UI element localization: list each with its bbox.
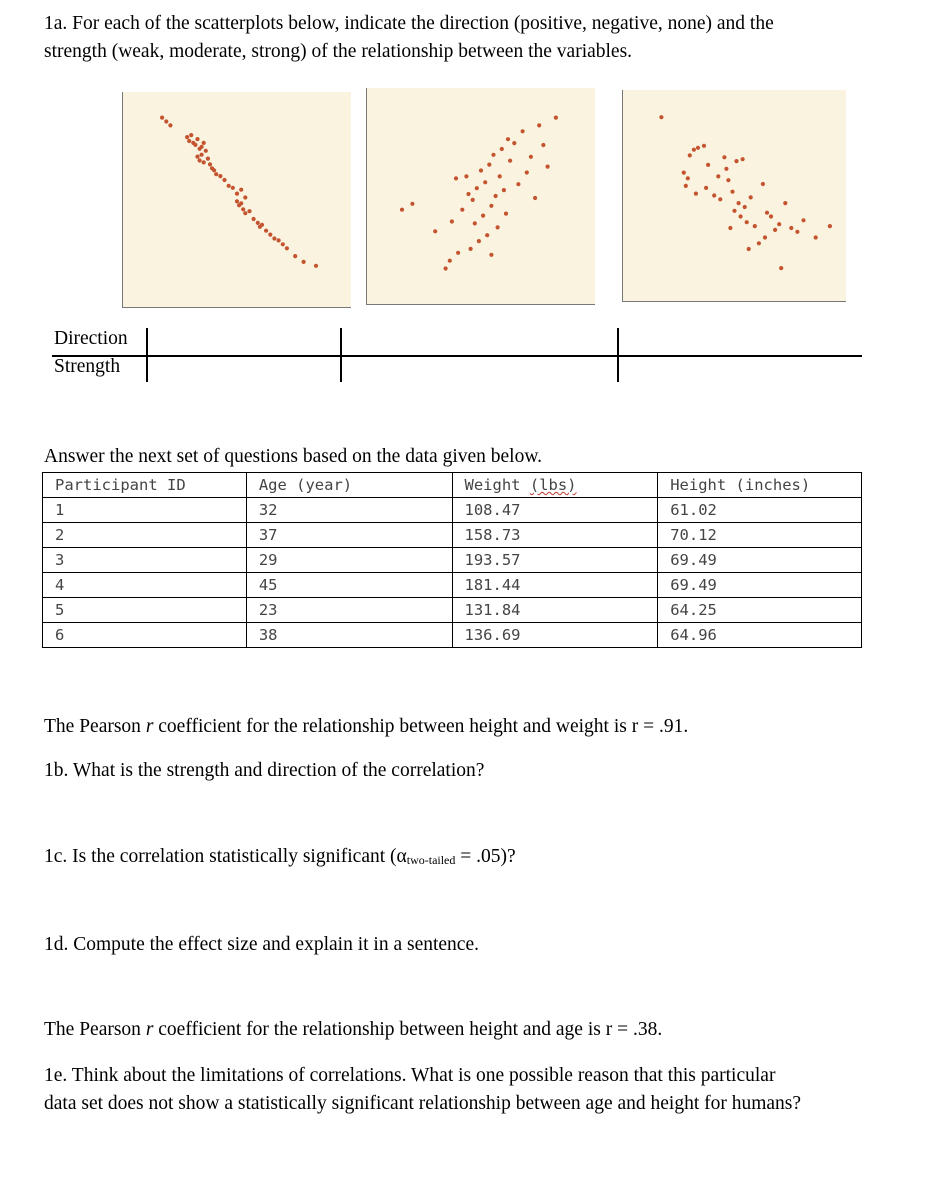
scatter-point [160,116,164,120]
scatter-point [281,242,285,246]
question-1a-line2: strength (weak, moderate, strong) of the relationship between the variables. [44,41,633,62]
scatter-point [541,143,545,147]
scatter-point [529,155,533,159]
scatter-point [252,217,256,221]
scatter-point [498,174,502,178]
scatter-point [502,188,506,192]
cell-participant-id: 3 [43,548,247,573]
question-1c-sub: two-tailed [406,853,456,867]
scatter-point [533,196,537,200]
question-1c-pre: 1c. Is the correlation statistically significant ( [44,846,397,867]
question-1e-line1: 1e. Think about the limitations of correlations. What is one possible reason that this particular [44,1065,776,1086]
scatter-point [285,246,289,250]
cell-age: 37 [246,523,452,548]
scatter-point [757,241,761,245]
header-weight-unit: (lbs) [529,476,577,494]
pearson-height-weight-post: coefficient for the relationship between height and weight is r = .91. [153,716,689,737]
scatter-point [500,147,504,151]
scatter-point [769,214,773,218]
scatter-point [444,266,448,270]
scatter-point [268,233,272,237]
cell-weight: 131.84 [452,598,658,623]
header-weight [452,473,658,498]
scatter-point [773,228,777,232]
scatter-point [483,180,487,184]
cell-height: 69.49 [658,548,862,573]
pearson-height-weight-r: r [145,716,154,737]
scatter-point [473,221,477,225]
scatter-point [200,153,204,157]
scatter-point [168,123,172,127]
scatter-point [753,224,757,228]
pearson-height-weight [44,713,688,741]
scatter-point [489,253,493,257]
scatterplot-3 [622,90,846,302]
scatter-point [198,158,202,162]
cell-participant-id: 5 [43,598,247,623]
scatter-point [795,230,799,234]
scatterplot-1-svg [123,92,351,307]
table-row [43,598,862,623]
scatter-point [828,224,832,228]
scatter-point [508,159,512,163]
scatter-point [239,201,243,205]
scatter-point [195,155,199,159]
table-row [43,623,862,648]
scatter-point [185,135,189,139]
question-1b: 1b. What is the strength and direction of the correlation? [44,760,485,781]
scatter-point [469,247,473,251]
scatter-point [659,115,663,119]
cell-age: 23 [246,598,452,623]
scatter-point [724,167,728,171]
cell-age: 29 [246,548,452,573]
scatter-point [682,171,686,175]
scatter-point [256,221,260,225]
scatter-point [702,144,706,148]
cell-age: 38 [246,623,452,648]
scatter-point [456,251,460,255]
question-1c [44,843,516,874]
question-1a-line1: 1a. For each of the scatterplots below, indicate the direction (positive, negative, none) and the [44,13,774,34]
scatter-point [763,235,767,239]
data-table [42,472,862,648]
cell-participant-id: 2 [43,523,247,548]
cell-height: 70.12 [658,523,862,548]
scatter-point [187,139,191,143]
scatter-point [749,195,753,199]
table-row [43,498,862,523]
cell-participant-id: 1 [43,498,247,523]
cell-height: 69.49 [658,573,862,598]
scatter-point [433,229,437,233]
scatter-point [694,192,698,196]
scatter-point [688,153,692,157]
scatter-point [801,218,805,222]
scatter-point [477,239,481,243]
answer-grid-col-line-1 [146,328,148,382]
question-1d: 1d. Compute the effect size and explain it in a sentence. [44,934,479,955]
cell-weight: 181.44 [452,573,658,598]
scatterplot-1 [122,92,351,308]
scatter-point [204,149,208,153]
cell-height: 64.25 [658,598,862,623]
header-height: Height (inches) [658,473,862,498]
scatterplot-2-svg [367,88,595,304]
scatter-point [814,235,818,239]
scatter-point [546,165,550,169]
answer-grid-col-line-3 [617,328,619,382]
scatter-point [732,209,736,213]
scatter-point [193,143,197,147]
scatter-point [200,145,204,149]
header-weight-text: Weight [464,476,530,494]
scatter-point [400,208,404,212]
scatter-point [471,198,475,202]
scatter-point [504,212,508,216]
scatter-point [212,168,216,172]
scatter-point [704,186,708,190]
scatter-point [272,236,276,240]
scatter-point [739,214,743,218]
scatter-point [521,129,525,133]
scatter-point [454,176,458,180]
scatter-point [684,184,688,188]
scatter-point [231,186,235,190]
scatter-point [734,159,738,163]
scatter-point [450,219,454,223]
scatter-point [718,197,722,201]
scatter-point [206,157,210,161]
scatter-point [783,201,787,205]
cell-height: 61.02 [658,498,862,523]
scatter-point [726,178,730,182]
scatter-point [761,182,765,186]
scatter-point [789,226,793,230]
scatter-point [239,188,243,192]
scatter-point [293,254,297,258]
table-row [43,573,862,598]
scatter-point [525,170,529,174]
pearson-height-age-r: r [145,1019,154,1040]
question-1a [44,10,774,66]
question-1e [44,1062,801,1118]
scatter-point [716,174,720,178]
scatter-point [479,168,483,172]
pearson-height-age-post: coefficient for the relationship between height and age is r = .38. [153,1019,663,1040]
cell-age: 45 [246,573,452,598]
scatterplot-2 [366,88,595,305]
table-intro: Answer the next set of questions based on the data given below. [44,446,543,467]
scatter-point [745,220,749,224]
scatter-point [464,174,468,178]
scatter-point [741,157,745,161]
scatter-point [747,247,751,251]
cell-participant-id: 4 [43,573,247,598]
scatter-point [489,204,493,208]
direction-label: Direction [54,328,128,349]
scatter-point [692,148,696,152]
scatter-point [243,195,247,199]
scatter-point [195,137,199,141]
scatter-point [235,192,239,196]
cell-weight: 158.73 [452,523,658,548]
scatter-point [277,238,281,242]
scatter-point [227,184,231,188]
scatter-point [706,163,710,167]
scatter-point [302,260,306,264]
answer-grid-divider [52,355,862,357]
scatter-point [712,193,716,197]
scatter-point [743,205,747,209]
scatter-point [247,209,251,213]
scatter-point [737,201,741,205]
scatter-point [202,141,206,145]
scatter-point [243,211,247,215]
answer-grid-col-line-2 [340,328,342,382]
scatterplot-3-svg [623,90,846,301]
scatter-point [728,226,732,230]
scatter-point [475,186,479,190]
scatter-point [485,233,489,237]
scatter-point [494,194,498,198]
scatter-point [164,119,168,123]
scatter-point [241,207,245,211]
scatter-point [314,264,318,268]
header-age: Age (year) [246,473,452,498]
cell-age: 32 [246,498,452,523]
scatter-point [696,146,700,150]
scatter-point [189,133,193,137]
question-1c-post: = .05)? [455,846,516,867]
scatter-point [222,178,226,182]
scatter-point [448,259,452,263]
scatter-point [466,192,470,196]
scatter-point [516,182,520,186]
scatter-point [202,160,206,164]
scatter-point [208,162,212,166]
pearson-height-weight-pre: The Pearson [44,716,146,737]
cell-height: 64.96 [658,623,862,648]
cell-participant-id: 6 [43,623,247,648]
scatter-point [496,225,500,229]
scatter-point [686,176,690,180]
scatter-point [730,190,734,194]
scatter-point [264,229,268,233]
scatter-point [218,174,222,178]
scatter-point [777,222,781,226]
scatter-point [722,155,726,159]
scatter-point [554,116,558,120]
scatter-point [512,141,516,145]
table-row [43,548,862,573]
scatter-point [487,163,491,167]
scatter-point [481,214,485,218]
scatter-point [214,172,218,176]
header-participant-id: Participant ID [43,473,247,498]
cell-weight: 108.47 [452,498,658,523]
scatter-point [765,211,769,215]
scatter-point [235,199,239,203]
scatter-point [260,223,264,227]
scatter-point [410,202,414,206]
table-header-row [43,473,862,498]
question-1c-alpha: α [396,846,407,867]
scatter-point [491,153,495,157]
table-row [43,523,862,548]
pearson-height-age [44,1016,662,1044]
scatter-point [460,208,464,212]
pearson-height-age-pre: The Pearson [44,1019,146,1040]
question-1e-line2: data set does not show a statistically significant relationship between age and height for humans? [44,1093,802,1114]
scatter-point [537,123,541,127]
strength-label: Strength [54,356,121,377]
scatter-point [779,266,783,270]
cell-weight: 193.57 [452,548,658,573]
scatter-point [506,137,510,141]
cell-weight: 136.69 [452,623,658,648]
